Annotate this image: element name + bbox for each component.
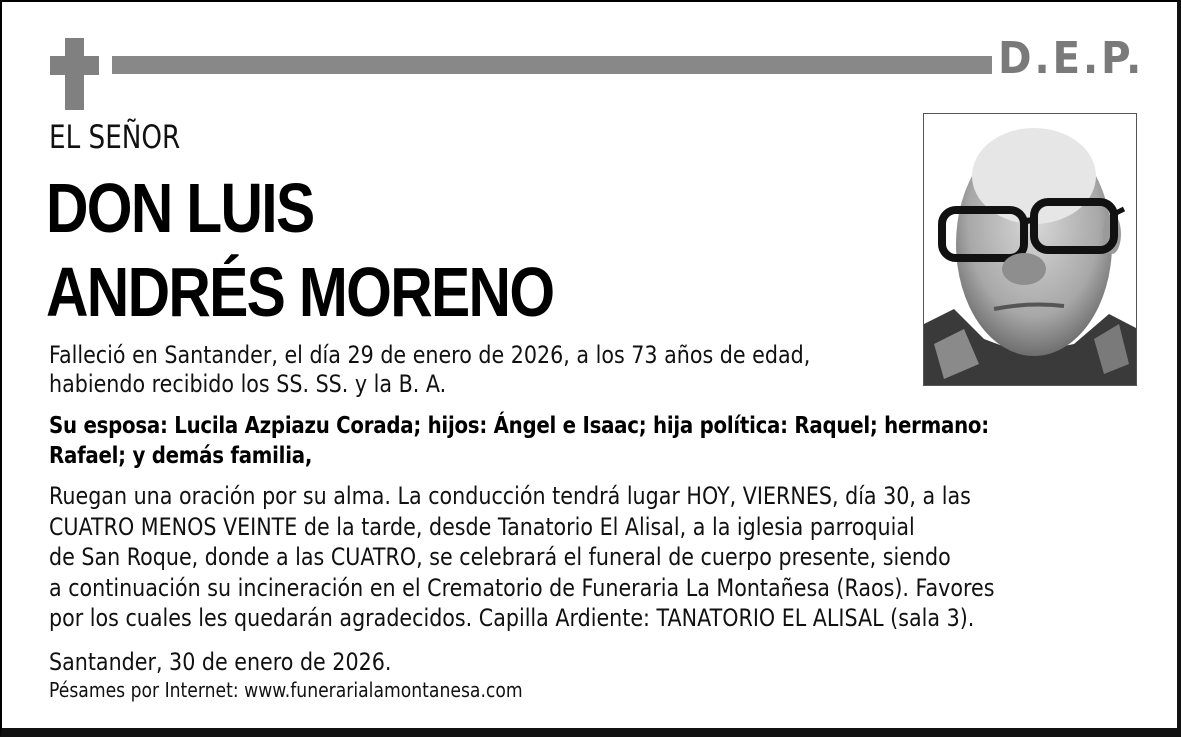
condolences-line <box>49 678 523 702</box>
family-line: Su esposa: Lucila Azpiazu Corada; hijos: Ángel e Isaac; hija política: Raquel; hermano: <box>49 413 989 439</box>
condolences-label: Pésames por Internet: <box>49 678 245 702</box>
place-date: Santander, 30 de enero de 2026. <box>49 648 392 676</box>
header-rule <box>112 56 992 74</box>
name-line-2: ANDRÉS MORENO <box>46 253 554 331</box>
death-notice-line: Falleció en Santander, el día 29 de enero de 2026, a los 73 años de edad, <box>49 341 811 369</box>
honorific: EL SEÑOR <box>49 118 181 156</box>
family-list <box>49 411 989 471</box>
ceremony-line: por los cuales les quedarán agradecidos. Capilla Ardiente: TANATORIO EL ALISAL (sala 3). <box>49 604 975 632</box>
name-line-1: DON LUIS <box>46 169 314 247</box>
death-notice <box>49 341 810 399</box>
ceremony-line: Ruegan una oración por su alma. La conducción tendrá lugar HOY, VIERNES, día 30, a las <box>49 482 971 510</box>
deceased-photo <box>923 113 1137 386</box>
ceremony-line: a continuación su incineración en el Crematorio de Funeraria La Montañesa (Raos). Favores <box>49 573 995 602</box>
dep-label: D.E.P. <box>998 33 1145 84</box>
ceremony-line: CUATRO MENOS VEINTE de la tarde, desde Tanatorio El Alisal, a la iglesia parroquial <box>49 512 915 541</box>
condolences-link[interactable]: www.funerarialamontanesa.com <box>244 678 523 702</box>
ceremony-line: de San Roque, donde a las CUATRO, se celebrará el funeral de cuerpo presente, siendo <box>49 543 951 571</box>
cross-icon-crossbar <box>50 56 99 75</box>
family-line: Rafael; y demás familia, <box>49 443 313 469</box>
death-notice-line: habiendo recibido los SS. SS. y la B. A. <box>49 370 447 398</box>
ceremony-details <box>49 481 995 634</box>
deceased-name <box>46 166 553 334</box>
portrait-image <box>924 114 1137 386</box>
